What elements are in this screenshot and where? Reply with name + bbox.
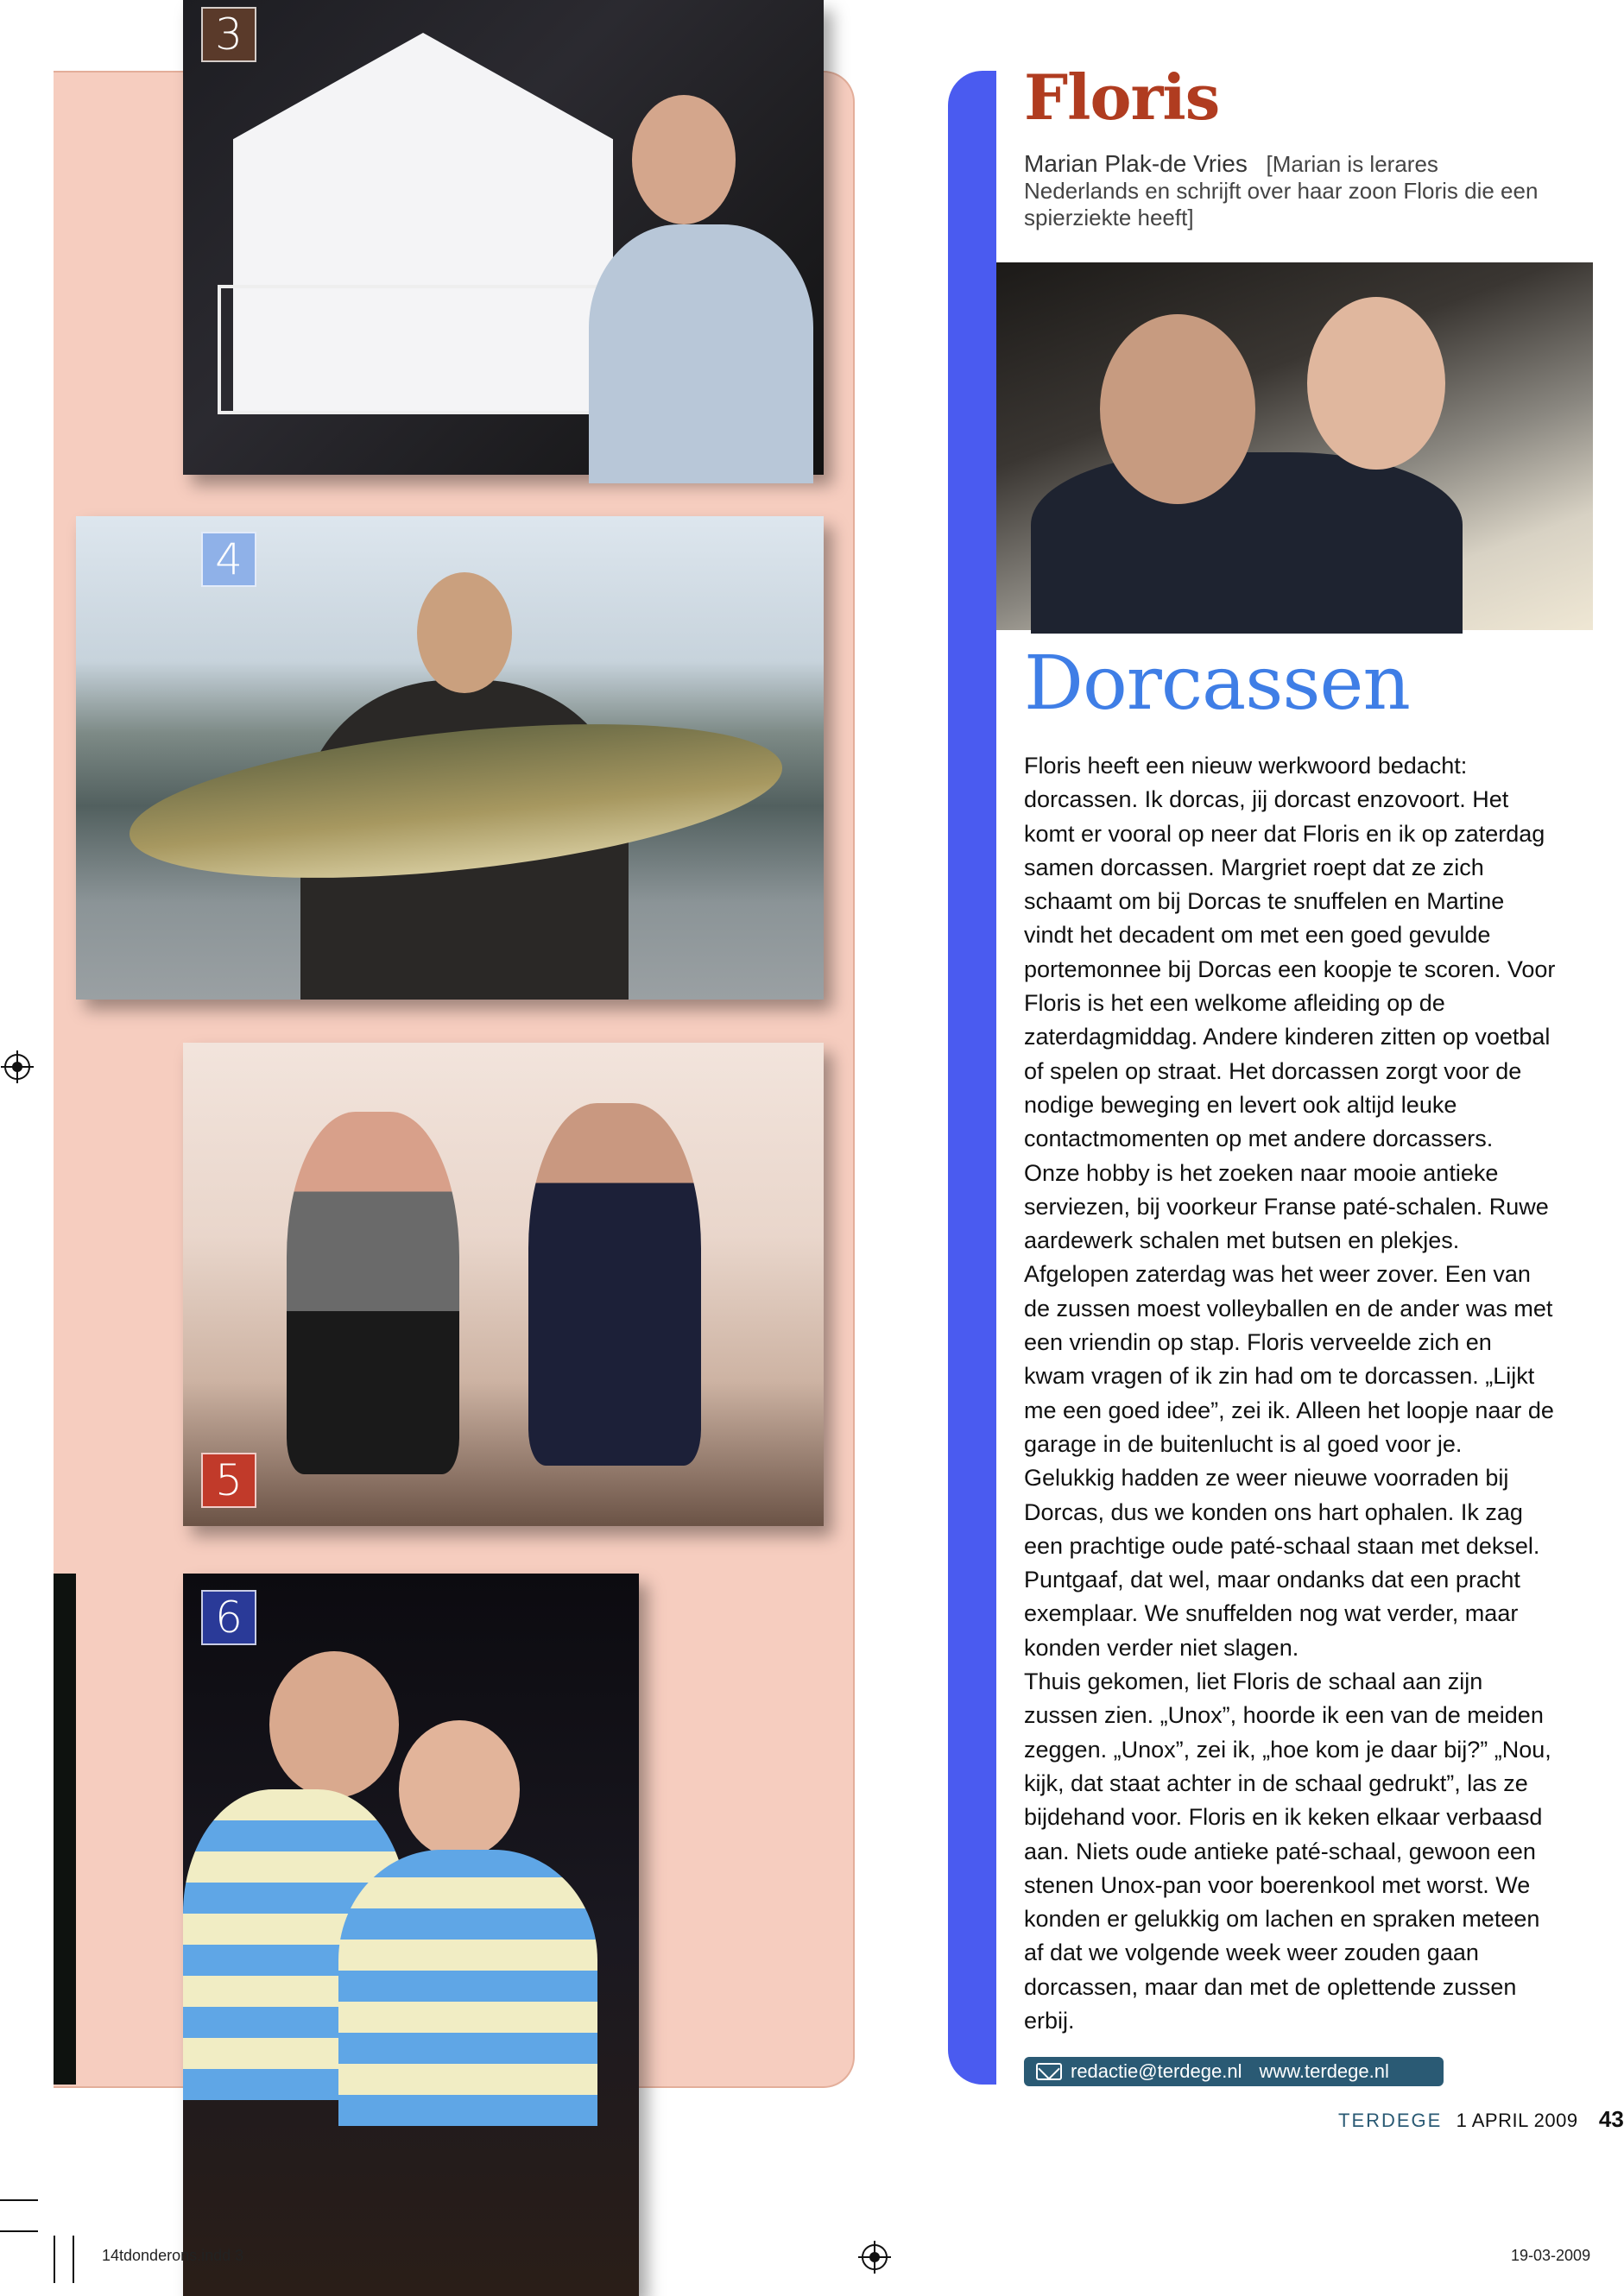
crop-mark	[54, 2236, 55, 2283]
print-slug-filename: 14tdonderons.indd 3	[102, 2247, 244, 2264]
photo-number-badge: 6	[201, 1590, 256, 1645]
article-body	[1024, 749, 1558, 2038]
photo-man-with-pike	[76, 516, 824, 1000]
column-accent-bar	[948, 71, 996, 2085]
column-title: Floris	[1024, 60, 1220, 134]
woman-right-shape	[528, 1103, 701, 1466]
registration-mark	[4, 1054, 30, 1080]
magazine-name: TERDEGE	[1338, 2110, 1443, 2131]
article-paragraph: Thuis gekomen, liet Floris de schaal aan zijn zussen zien. „Unox”, hoorde ik een van de meiden zeggen. „Unox”, zei ik, „hoe kom je daar bij?” „Nou, kijk, dat staat achter in de schaal gedrukt”, las ze bijdehand voor. Floris en ik keken elkaar verbaasd aan. Niets oude antieke paté-schaal, gewoon een stenen Unox-pan voor boerenkool met worst. We konden er gelukkig om lachen en spraken meteen af dat we volgende week weer zouden gaan dorcassen, maar dan met de oplettende zussen erbij.	[1024, 1668, 1551, 2034]
dollhouse-porch	[218, 285, 623, 414]
toddler-face-shape	[399, 1720, 520, 1858]
toddler-face-shape	[269, 1651, 399, 1798]
author-bio: [Marian is lerares Nederlands en schrijft over haar zoon Floris die een spierziekte heeft]	[1024, 151, 1539, 230]
people-body-shape	[1031, 452, 1463, 634]
mother-head-shape	[1307, 297, 1445, 470]
article-paragraph: Floris heeft een nieuw werkwoord bedacht: dorcassen. Ik dorcas, jij dorcast enzovoort. Het komt er vooral op neer dat Floris en ik op zaterdag samen dorcassen. Margriet roept dat ze zich schaamt om bij Dorcas te snuffelen en Martine vindt het decadent om met een goed gevulde portemonnee bij Dorcas een koopje te scoren. Voor Floris is het een welkome afleiding op de zaterdagmiddag. Andere kinderen zitten op voetbal of spelen op straat. Het dorcassen zorgt voor de nodige beweging en levert ook altijd leuke contactmomenten op met andere dorcassers.	[1024, 753, 1556, 1152]
contact-website-link[interactable]: www.terdege.nl	[1259, 2060, 1389, 2082]
author-name: Marian Plak-de Vries	[1024, 150, 1248, 177]
article-headline: Dorcassen	[1024, 640, 1410, 727]
toddler-sweater-shape	[338, 1850, 597, 2126]
print-slug-date: 19-03-2009	[1511, 2247, 1591, 2264]
photo-floris-piano	[996, 262, 1593, 630]
crop-mark	[0, 2199, 38, 2201]
contact-bar	[1024, 2057, 1444, 2086]
photo-number-badge: 5	[201, 1453, 256, 1508]
woman-left-shape	[287, 1112, 459, 1474]
crop-mark	[73, 2236, 74, 2283]
author-byline	[1024, 150, 1542, 231]
photo-edge-strip	[54, 1574, 76, 2085]
contact-email-link[interactable]: redactie@terdege.nl	[1071, 2060, 1242, 2082]
photo-girl-dollhouse	[183, 0, 824, 475]
photo-two-toddlers	[183, 1574, 639, 2296]
page-footer	[1338, 2106, 1624, 2133]
girl-face-shape	[632, 95, 736, 224]
issue-date: 1 APRIL 2009	[1456, 2110, 1578, 2131]
photo-two-women-chairs	[183, 1043, 824, 1526]
photo-number-badge: 3	[201, 7, 256, 62]
page-number: 43	[1598, 2106, 1624, 2132]
article-paragraph: Onze hobby is het zoeken naar mooie antieke serviezen, bij voorkeur Franse paté-schalen. Ruwe aardewerk schalen met butsen en plekjes. Afgelopen zaterdag was het weer zover. Een van de zussen moest volleyballen en de ander was met een vriendin op stap. Floris verveelde zich en kwam vragen of ik zin had om te dorcassen. „Lijkt me een goed idee”, zei ik. Alleen het loopje naar de garage in de buitenlucht is al goed voor je. Gelukkig hadden ze weer nieuwe voorraden bij Dorcas, dus we konden ons hart ophalen. Ik zag een prachtige oude paté-schaal staan met deksel. Puntgaaf, dat wel, maar ondanks dat een pracht exemplaar. We snuffelden nog wat verder, maar konden verder niet slagen.	[1024, 1159, 1554, 1661]
crop-mark	[0, 2230, 38, 2232]
mail-icon	[1036, 2063, 1062, 2080]
girl-body-shape	[589, 224, 813, 483]
registration-mark	[862, 2244, 888, 2270]
boy-head-shape	[1100, 314, 1255, 504]
man-head-shape	[417, 572, 512, 693]
photo-number-badge: 4	[201, 532, 256, 587]
